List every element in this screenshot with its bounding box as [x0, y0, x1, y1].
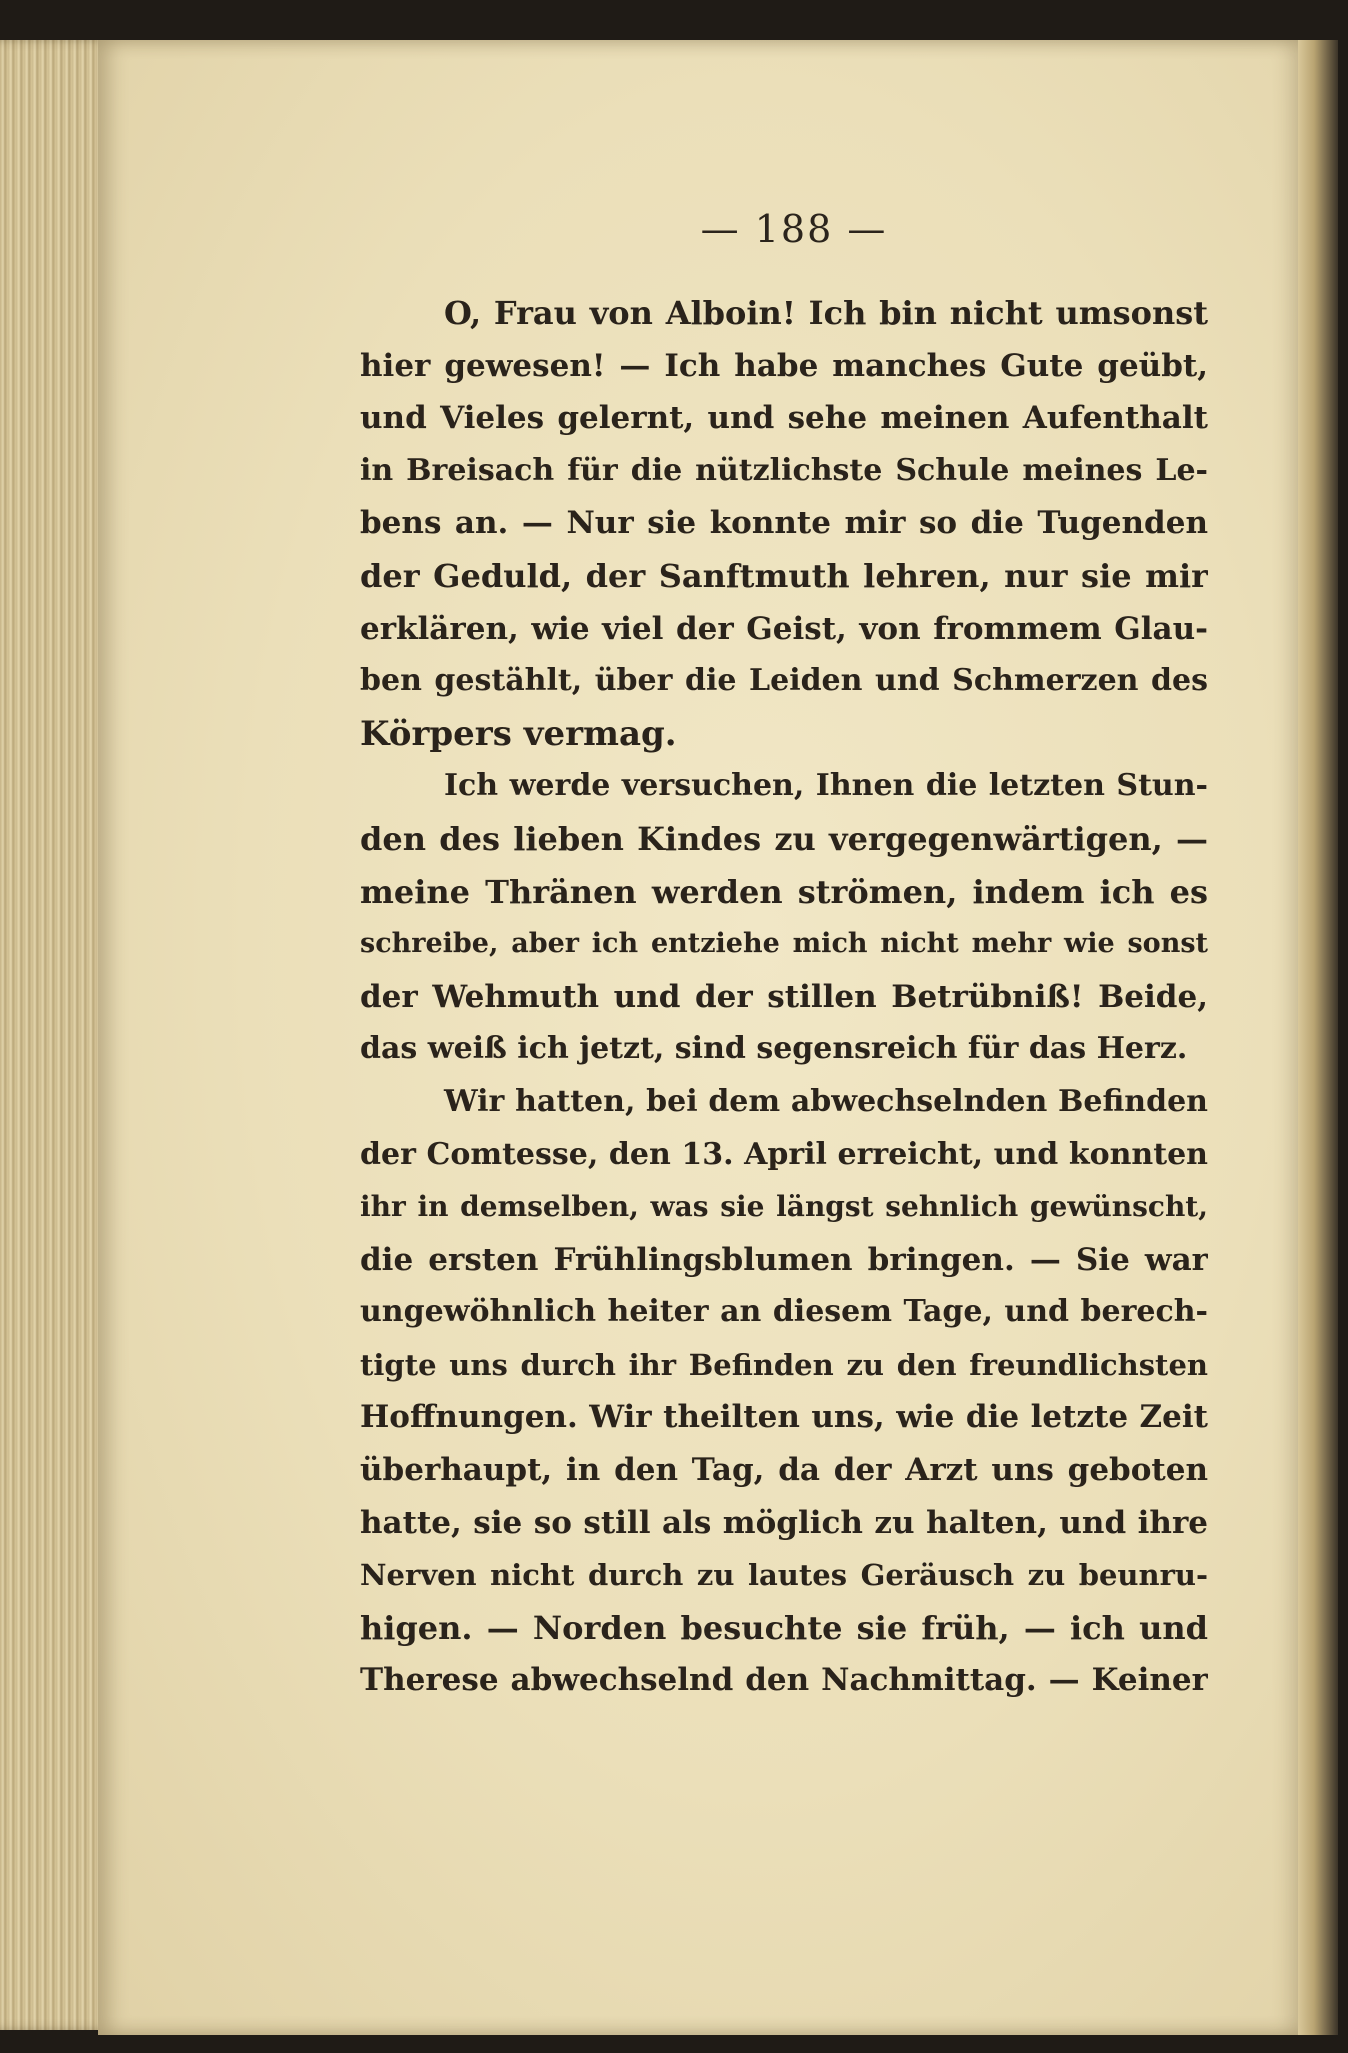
book-page-edges	[0, 40, 112, 2030]
text-line: higen. — Norden besuchte sie früh, — ich und	[360, 1608, 1208, 1647]
text-line: die ersten Frühlingsblumen bringen. — Sie war	[360, 1241, 1208, 1278]
text-line: in Breisach für die nützlichste Schule meines Le-	[360, 452, 1208, 488]
text-line: Ich werde versuchen, Ihnen die letzten Stun-	[444, 768, 1208, 804]
text-line: Wir hatten, bei dem abwechselnden Befinden	[444, 1083, 1208, 1119]
text-line: der Wehmuth und der stillen Betrübniß! Beide,	[360, 978, 1208, 1015]
text-line: und Vieles gelernt, und sehe meinen Aufenthalt	[360, 400, 1208, 437]
text-line: Hoffnungen. Wir theilten uns, wie die letzte Zeit	[360, 1399, 1208, 1436]
text-line: Nerven nicht durch zu lautes Geräusch zu beunru-	[360, 1558, 1208, 1593]
page-number: — 188 —	[700, 207, 888, 251]
text-line: der Comtesse, den 13. April erreicht, und konnten	[360, 1136, 1208, 1172]
text-line: Körpers vermag.	[360, 713, 677, 754]
text-line: meine Thränen werden strömen, indem ich es	[360, 872, 1208, 911]
text-line: überhaupt, in den Tag, da der Arzt uns geboten	[360, 1452, 1208, 1489]
text-line: hier gewesen! — Ich habe manches Gute geübt,	[360, 347, 1208, 384]
text-line: ungewöhnlich heiter an diesem Tage, und berech-	[360, 1294, 1208, 1330]
text-line: der Geduld, der Sanftmuth lehren, nur sie mir	[360, 556, 1208, 595]
text-line: tigte uns durch ihr Befinden zu den freundlichsten	[360, 1347, 1208, 1382]
book-binding-edge	[1298, 40, 1338, 2035]
text-line: bens an. — Nur sie konnte mir so die Tugenden	[360, 505, 1208, 542]
page-header	[0, 207, 1348, 251]
text-line: ben gestählt, über die Leiden und Schmerzen des	[360, 663, 1208, 699]
text-line: schreibe, aber ich entziehe mich nicht mehr wie sonst	[360, 928, 1208, 960]
text-line: Therese abwechselnd den Nachmittag. — Keiner	[360, 1662, 1208, 1699]
text-line: ihr in demselben, was sie längst sehnlich gewünscht,	[360, 1190, 1208, 1224]
text-line: das weiß ich jetzt, sind segensreich für das Herz.	[360, 1031, 1188, 1067]
text-line: den des lieben Kindes zu vergegenwärtigen, —	[360, 819, 1208, 858]
text-line: hatte, sie so still als möglich zu halten, und ihre	[360, 1504, 1208, 1541]
text-line: O, Frau von Alboin! Ich bin nicht umsonst	[444, 294, 1208, 332]
body-text	[360, 287, 1208, 1707]
text-line: erklären, wie viel der Geist, von frommem Glau-	[360, 610, 1208, 647]
